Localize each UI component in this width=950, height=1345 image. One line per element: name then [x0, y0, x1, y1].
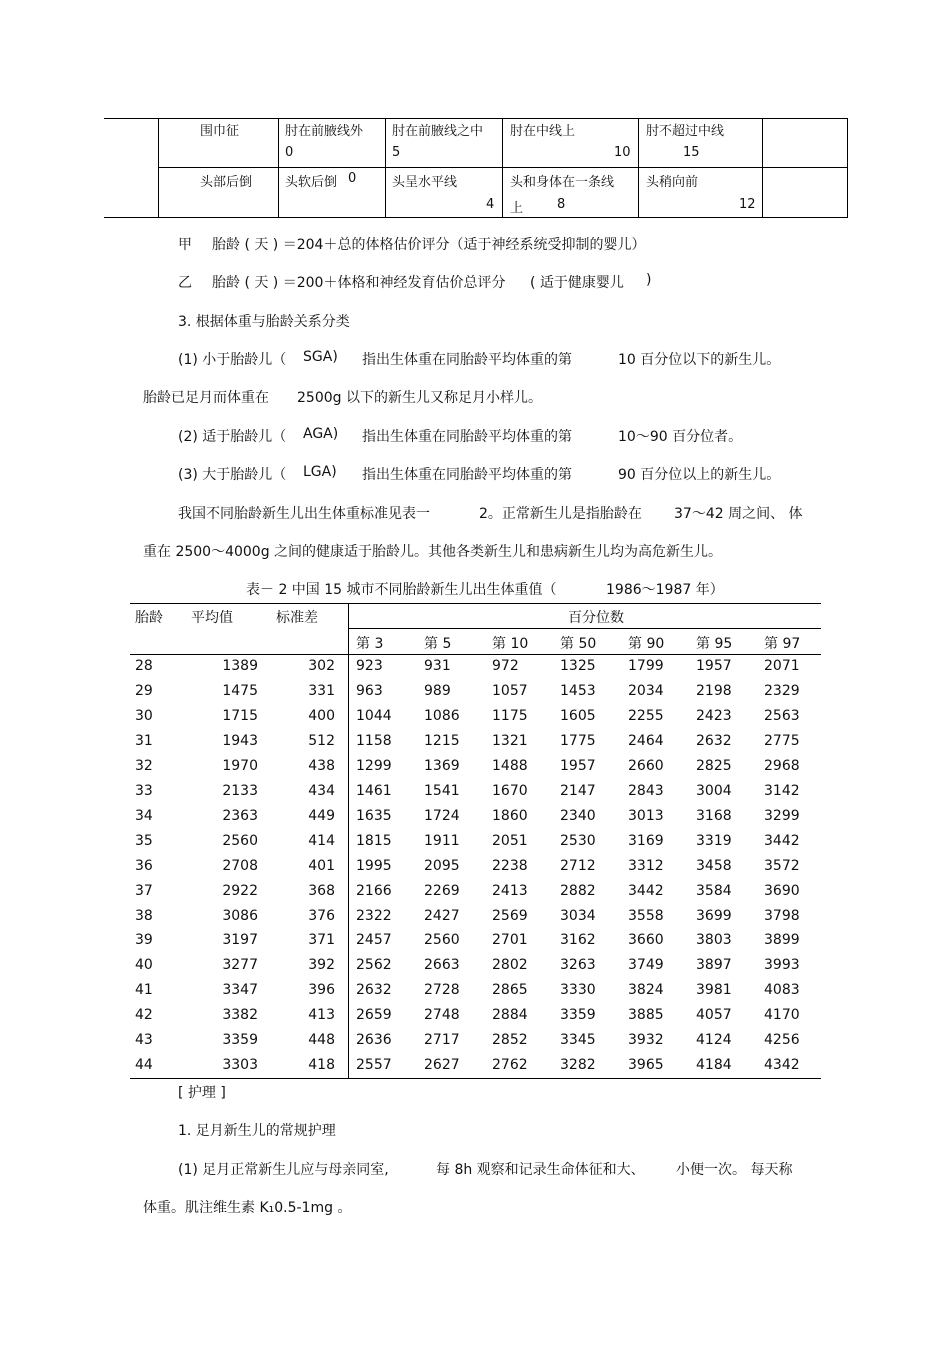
table-cell: 1299: [356, 758, 392, 774]
table-cell: 3382: [222, 1007, 258, 1023]
table-row-age: 44: [135, 1057, 153, 1073]
table-cell: 3690: [764, 883, 800, 899]
table-row-age: 28: [135, 658, 153, 674]
table-cell: 2340: [560, 808, 596, 824]
table-cell: 3086: [222, 908, 258, 924]
cell-text: 肘在中线上: [510, 124, 576, 139]
table-cell: 2663: [424, 957, 460, 973]
table-cell: 448: [308, 1032, 335, 1048]
table-cell: 1369: [424, 758, 460, 774]
table-cell: 2563: [764, 708, 800, 724]
paragraph: 指出生体重在同胎龄平均体重的第: [362, 352, 572, 368]
table-cell: 2034: [628, 683, 664, 699]
table-cell: 2560: [424, 932, 460, 948]
table-cell: 1057: [492, 683, 528, 699]
table-cell: 3824: [628, 982, 664, 998]
paragraph: 2500g 以下的新生儿又称足月小样儿。: [297, 390, 542, 406]
table-cell: 449: [308, 808, 335, 824]
table-cell: 3803: [696, 932, 732, 948]
code: AGA): [303, 426, 339, 442]
cell-score: 5: [392, 145, 401, 160]
table-cell: 2712: [560, 858, 596, 874]
table-cell: 3359: [222, 1032, 258, 1048]
percentile-col-header: 第 50: [560, 636, 597, 652]
table-cell: 512: [308, 733, 335, 749]
table-cell: 2852: [492, 1032, 528, 1048]
table-cell: 2238: [492, 858, 528, 874]
table-cell: 3277: [222, 957, 258, 973]
table-cell: 2659: [356, 1007, 392, 1023]
paragraph: (1) 足月正常新生儿应与母亲同室,: [178, 1162, 389, 1178]
table-cell: 3699: [696, 908, 732, 924]
table-cell: 1775: [560, 733, 596, 749]
table-cell: 2530: [560, 833, 596, 849]
table-cell: 3013: [628, 808, 664, 824]
paragraph: 90 百分位以上的新生儿。: [618, 467, 781, 483]
table-cell: 302: [308, 658, 335, 674]
table-cell: 2557: [356, 1057, 392, 1073]
paragraph: (2) 适于胎龄儿（: [178, 429, 287, 445]
table-cell: 3345: [560, 1032, 596, 1048]
table-cell: 3004: [696, 783, 732, 799]
table-cell: 4057: [696, 1007, 732, 1023]
table-cell: 1670: [492, 783, 528, 799]
formula-note: ): [646, 272, 652, 288]
table-cell: 3312: [628, 858, 664, 874]
table-cell: 1215: [424, 733, 460, 749]
table-cell: 3885: [628, 1007, 664, 1023]
cell-text: 肘不超过中线: [646, 124, 725, 139]
table-cell: 2632: [356, 982, 392, 998]
table-cell: 1815: [356, 833, 392, 849]
table-cell: 1461: [356, 783, 392, 799]
table-cell: 2071: [764, 658, 800, 674]
table-cell: 2413: [492, 883, 528, 899]
table-cell: 2255: [628, 708, 664, 724]
formula-note: ( 适于健康婴儿: [530, 275, 624, 291]
cell-text: 肘在前腋线之中: [392, 124, 484, 139]
table-cell: 2825: [696, 758, 732, 774]
table-cell: 2843: [628, 783, 664, 799]
row-label-scarf-sign: 围巾征: [200, 124, 240, 139]
table-cell: 3932: [628, 1032, 664, 1048]
table-cell: 3263: [560, 957, 596, 973]
table-cell: 2701: [492, 932, 528, 948]
table-row-age: 34: [135, 808, 153, 824]
table-caption: 1986～1987 年）: [606, 582, 724, 598]
table-cell: 3798: [764, 908, 800, 924]
paragraph: 体重。肌注维生素 K₁0.5-1mg 。: [143, 1200, 352, 1216]
table-cell: 3442: [764, 833, 800, 849]
table-cell: 1957: [560, 758, 596, 774]
table-cell: 3299: [764, 808, 800, 824]
table-cell: 4083: [764, 982, 800, 998]
formula-label: 甲: [178, 237, 192, 253]
table-cell: 4342: [764, 1057, 800, 1073]
table-cell: 400: [308, 708, 335, 724]
table-cell: 1995: [356, 858, 392, 874]
section-heading: [ 护理 ]: [178, 1085, 226, 1101]
code: SGA): [303, 349, 338, 365]
table-cell: 2147: [560, 783, 596, 799]
table-cell: 438: [308, 758, 335, 774]
table-cell: 1860: [492, 808, 528, 824]
table-cell: 413: [308, 1007, 335, 1023]
table-cell: 1389: [222, 658, 258, 674]
row-label-head-lag: 头部后倒: [200, 175, 253, 190]
table-cell: 2717: [424, 1032, 460, 1048]
table-cell: 2051: [492, 833, 528, 849]
percentile-col-header: 第 95: [696, 636, 733, 652]
cell-score: 12: [739, 197, 756, 212]
table-row-age: 30: [135, 708, 153, 724]
table-cell: 2133: [222, 783, 258, 799]
cell-score: 15: [683, 145, 700, 160]
formula-text: 胎龄 ( 天 ) ＝204＋总的体格估价评分（适于神经系统受抑制的婴儿）: [212, 237, 646, 253]
cell-score: 0: [285, 145, 294, 160]
table-cell: 3993: [764, 957, 800, 973]
table-cell: 1044: [356, 708, 392, 724]
table-cell: 2775: [764, 733, 800, 749]
table-cell: 368: [308, 883, 335, 899]
cell-text: 头软后倒: [285, 175, 338, 190]
table-row-age: 39: [135, 932, 153, 948]
table-cell: 3142: [764, 783, 800, 799]
table-cell: 2922: [222, 883, 258, 899]
table-cell: 2562: [356, 957, 392, 973]
paragraph: 我国不同胎龄新生儿出生体重标准见表一: [178, 506, 430, 522]
table-cell: 3282: [560, 1057, 596, 1073]
table-cell: 4170: [764, 1007, 800, 1023]
paragraph: 胎龄已足月而体重在: [143, 390, 269, 406]
table-cell: 2882: [560, 883, 596, 899]
formula-text: 胎龄 ( 天 ) ＝200＋体格和神经发育估价总评分: [212, 275, 506, 291]
table-cell: 3899: [764, 932, 800, 948]
header-gestational-age: 胎龄: [135, 610, 163, 626]
cell-score: 4: [486, 197, 495, 212]
paragraph: 37～42 周之间、 体: [674, 506, 803, 522]
table-cell: 1724: [424, 808, 460, 824]
table-cell: 2269: [424, 883, 460, 899]
table-cell: 1943: [222, 733, 258, 749]
table-cell: 4184: [696, 1057, 732, 1073]
formula-label: 乙: [178, 275, 192, 291]
percentile-col-header: 第 97: [764, 636, 801, 652]
table-cell: 3749: [628, 957, 664, 973]
table-cell: 1911: [424, 833, 460, 849]
percentile-col-header: 第 3: [356, 636, 384, 652]
table-cell: 1175: [492, 708, 528, 724]
table-cell: 3359: [560, 1007, 596, 1023]
paragraph: 指出生体重在同胎龄平均体重的第: [362, 429, 572, 445]
table-cell: 2198: [696, 683, 732, 699]
table-cell: 3330: [560, 982, 596, 998]
table-cell: 2802: [492, 957, 528, 973]
table-cell: 2865: [492, 982, 528, 998]
table-cell: 989: [424, 683, 451, 699]
table-cell: 3897: [696, 957, 732, 973]
paragraph: 10 百分位以下的新生儿。: [618, 352, 781, 368]
table-row-age: 29: [135, 683, 153, 699]
paragraph: 10～90 百分位者。: [618, 429, 743, 445]
table-row-age: 31: [135, 733, 153, 749]
section-heading: 3. 根据体重与胎龄关系分类: [178, 314, 350, 330]
table-row-age: 32: [135, 758, 153, 774]
cell-text: 头和身体在一条线: [510, 175, 615, 190]
table-cell: 2627: [424, 1057, 460, 1073]
table-cell: 392: [308, 957, 335, 973]
table-cell: 2569: [492, 908, 528, 924]
table-cell: 401: [308, 858, 335, 874]
paragraph: (3) 大于胎龄儿（: [178, 467, 287, 483]
table-cell: 1635: [356, 808, 392, 824]
header-mean: 平均值: [191, 610, 233, 626]
table-row-age: 37: [135, 883, 153, 899]
header-sd: 标准差: [276, 610, 318, 626]
table-cell: 1541: [424, 783, 460, 799]
table-row-age: 43: [135, 1032, 153, 1048]
table-cell: 3347: [222, 982, 258, 998]
cell-score: 10: [614, 145, 631, 160]
table-cell: 1488: [492, 758, 528, 774]
table-cell: 376: [308, 908, 335, 924]
table-cell: 2560: [222, 833, 258, 849]
table-cell: 2748: [424, 1007, 460, 1023]
table-cell: 3572: [764, 858, 800, 874]
table-cell: 1158: [356, 733, 392, 749]
percentile-col-header: 第 90: [628, 636, 665, 652]
table-row-age: 38: [135, 908, 153, 924]
paragraph: (1) 小于胎龄儿（: [178, 352, 287, 368]
table-cell: 2095: [424, 858, 460, 874]
table-cell: 1605: [560, 708, 596, 724]
table-row-age: 41: [135, 982, 153, 998]
table-cell: 3197: [222, 932, 258, 948]
table-cell: 2464: [628, 733, 664, 749]
table-cell: 3458: [696, 858, 732, 874]
table-row-age: 36: [135, 858, 153, 874]
table-cell: 4124: [696, 1032, 732, 1048]
table-cell: 2636: [356, 1032, 392, 1048]
percentile-col-header: 第 5: [424, 636, 452, 652]
table-cell: 923: [356, 658, 383, 674]
table-cell: 972: [492, 658, 519, 674]
cell-text: 头呈水平线: [392, 175, 458, 190]
table-cell: 1715: [222, 708, 258, 724]
table-cell: 2762: [492, 1057, 528, 1073]
cell-text: 头稍向前: [646, 175, 699, 190]
table-cell: 2884: [492, 1007, 528, 1023]
code: LGA): [303, 464, 337, 480]
table-cell: 396: [308, 982, 335, 998]
table-cell: 931: [424, 658, 451, 674]
table-cell: 2322: [356, 908, 392, 924]
table-cell: 3303: [222, 1057, 258, 1073]
table-row-age: 42: [135, 1007, 153, 1023]
cell-score: 0: [348, 171, 357, 186]
table-row-age: 35: [135, 833, 153, 849]
cell-text: 上: [510, 201, 524, 216]
table-cell: 2660: [628, 758, 664, 774]
table-cell: 963: [356, 683, 383, 699]
table-cell: 4256: [764, 1032, 800, 1048]
sub-heading: 1. 足月新生儿的常规护理: [178, 1123, 336, 1139]
table-cell: 3034: [560, 908, 596, 924]
header-percentile: 百分位数: [568, 610, 624, 626]
paragraph: 重在 2500～4000g 之间的健康适于胎龄儿。其他各类新生儿和患病新生儿均为高危新生儿。: [143, 544, 723, 560]
paragraph: 每 8h 观察和记录生命体征和大、: [436, 1162, 645, 1178]
table-cell: 1799: [628, 658, 664, 674]
table-cell: 2728: [424, 982, 460, 998]
paragraph: 指出生体重在同胎龄平均体重的第: [362, 467, 572, 483]
table-cell: 3168: [696, 808, 732, 824]
table-cell: 3558: [628, 908, 664, 924]
paragraph: 2。正常新生儿是指胎龄在: [479, 506, 642, 522]
cell-text: 肘在前腋线外: [285, 124, 364, 139]
table-cell: 3981: [696, 982, 732, 998]
table-cell: 2632: [696, 733, 732, 749]
table-cell: 2363: [222, 808, 258, 824]
table-cell: 2423: [696, 708, 732, 724]
table-cell: 1475: [222, 683, 258, 699]
table-cell: 1970: [222, 758, 258, 774]
percentile-col-header: 第 10: [492, 636, 529, 652]
table-row-age: 33: [135, 783, 153, 799]
table-cell: 1086: [424, 708, 460, 724]
table-caption: 表－ 2 中国 15 城市不同胎龄新生儿出生体重值（: [246, 582, 557, 598]
cell-score: 8: [557, 197, 566, 212]
table-cell: 1957: [696, 658, 732, 674]
table-cell: 371: [308, 932, 335, 948]
table-cell: 3319: [696, 833, 732, 849]
table-cell: 2166: [356, 883, 392, 899]
table-cell: 3965: [628, 1057, 664, 1073]
table-cell: 418: [308, 1057, 335, 1073]
table-cell: 2427: [424, 908, 460, 924]
table-cell: 1453: [560, 683, 596, 699]
table-cell: 2329: [764, 683, 800, 699]
table-cell: 331: [308, 683, 335, 699]
table-cell: 3169: [628, 833, 664, 849]
table-cell: 3660: [628, 932, 664, 948]
paragraph: 小便一次。 每天称: [676, 1162, 793, 1178]
table-cell: 434: [308, 783, 335, 799]
table-row-age: 40: [135, 957, 153, 973]
table-cell: 3442: [628, 883, 664, 899]
table-cell: 414: [308, 833, 335, 849]
table-cell: 2968: [764, 758, 800, 774]
table-cell: 2708: [222, 858, 258, 874]
table-cell: 3162: [560, 932, 596, 948]
table-cell: 1321: [492, 733, 528, 749]
table-cell: 1325: [560, 658, 596, 674]
table-cell: 3584: [696, 883, 732, 899]
table-cell: 2457: [356, 932, 392, 948]
